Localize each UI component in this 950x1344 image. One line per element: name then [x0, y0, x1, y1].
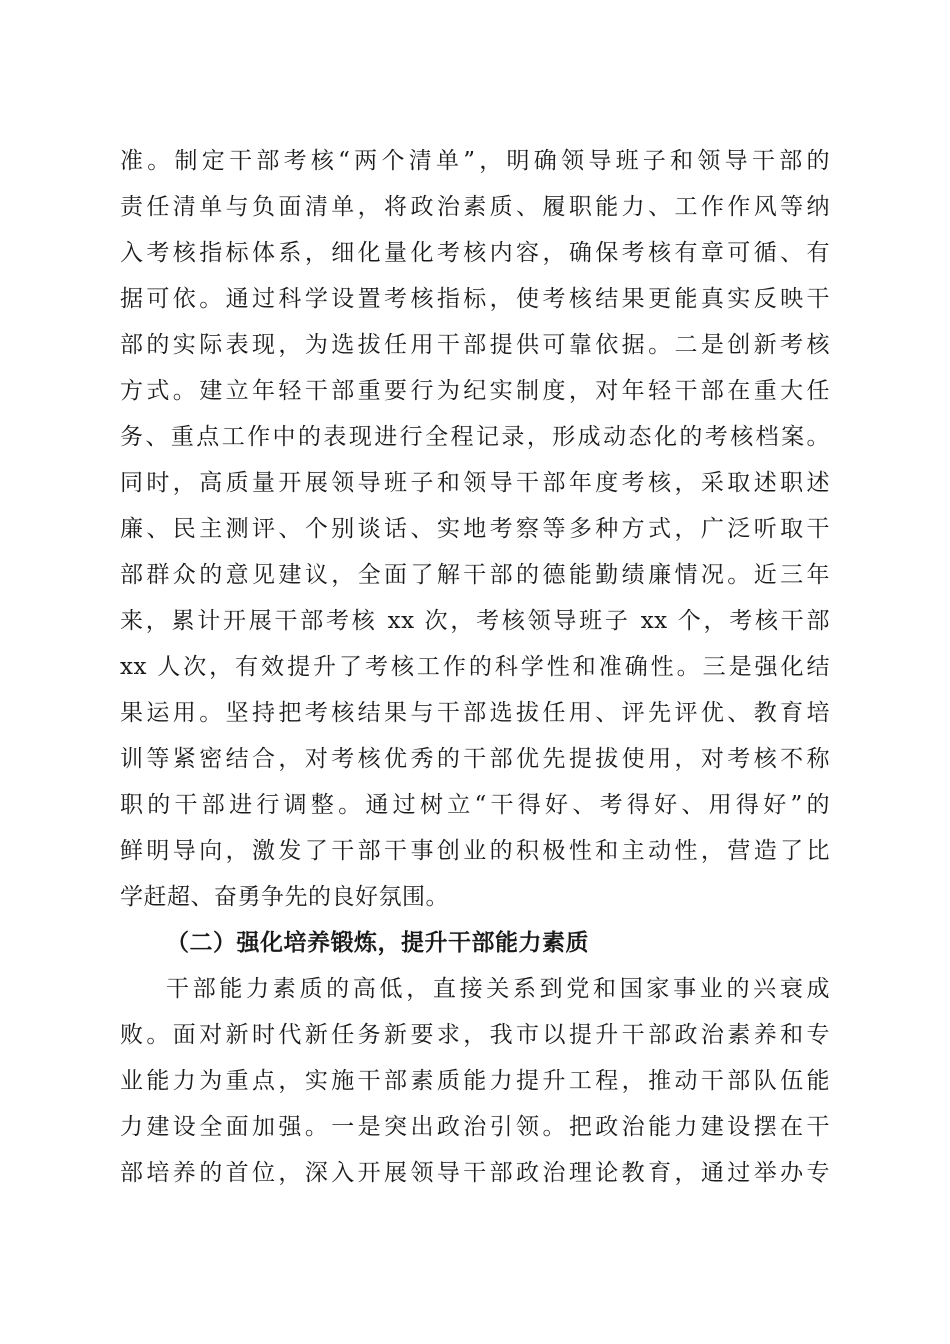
body-text-line: 来，累计开展干部考核 xx 次，考核领导班子 xx 个，考核干部 — [120, 608, 830, 634]
body-text-line: 职的干部进行调整。通过树立“干得好、考得好、用得好”的 — [120, 792, 830, 818]
body-text-line: 训等紧密结合，对考核优秀的干部优先提拔使用，对考核不称 — [120, 746, 830, 772]
body-text-line: 同时，高质量开展领导班子和领导干部年度考核，采取述职述 — [120, 470, 830, 496]
body-text-line: 败。面对新时代新任务新要求，我市以提升干部政治素养和专 — [120, 1022, 830, 1048]
body-text-line: 部培养的首位，深入开展领导干部政治理论教育，通过举办专 — [120, 1160, 830, 1186]
body-text-line: 部群众的意见建议，全面了解干部的德能勤绩廉情况。近三年 — [120, 562, 830, 588]
section-heading: （二）强化培养锻炼，提升干部能力素质 — [166, 929, 589, 956]
body-text-line: 业能力为重点，实施干部素质能力提升工程，推动干部队伍能 — [120, 1068, 830, 1094]
body-text-line: 方式。建立年轻干部重要行为纪实制度，对年轻干部在重大任 — [120, 378, 830, 404]
body-text-line: 果运用。坚持把考核结果与干部选拔任用、评先评优、教育培 — [120, 700, 830, 726]
body-text-line: 部的实际表现，为选拔任用干部提供可靠依据。二是创新考核 — [120, 332, 830, 358]
body-text-line: 入考核指标体系，细化量化考核内容，确保考核有章可循、有 — [120, 240, 830, 266]
body-text-line: xx 人次，有效提升了考核工作的科学性和准确性。三是强化结 — [120, 654, 830, 680]
body-text-line: 干部能力素质的高低，直接关系到党和国家事业的兴衰成 — [166, 976, 830, 1002]
body-text-line: 鲜明导向，激发了干部干事创业的积极性和主动性，营造了比 — [120, 838, 830, 864]
body-text-line: 责任清单与负面清单，将政治素质、履职能力、工作作风等纳 — [120, 194, 830, 220]
body-text-line: 务、重点工作中的表现进行全程记录，形成动态化的考核档案。 — [120, 424, 830, 450]
body-text-line: 学赶超、奋勇争先的良好氛围。 — [120, 884, 449, 910]
body-text-line: 准。制定干部考核“两个清单”，明确领导班子和领导干部的 — [120, 148, 830, 174]
body-text-line: 力建设全面加强。一是突出政治引领。把政治能力建设摆在干 — [120, 1114, 830, 1140]
body-text-line: 廉、民主测评、个别谈话、实地考察等多种方式，广泛听取干 — [120, 516, 830, 542]
body-text-line: 据可依。通过科学设置考核指标，使考核结果更能真实反映干 — [120, 286, 830, 312]
